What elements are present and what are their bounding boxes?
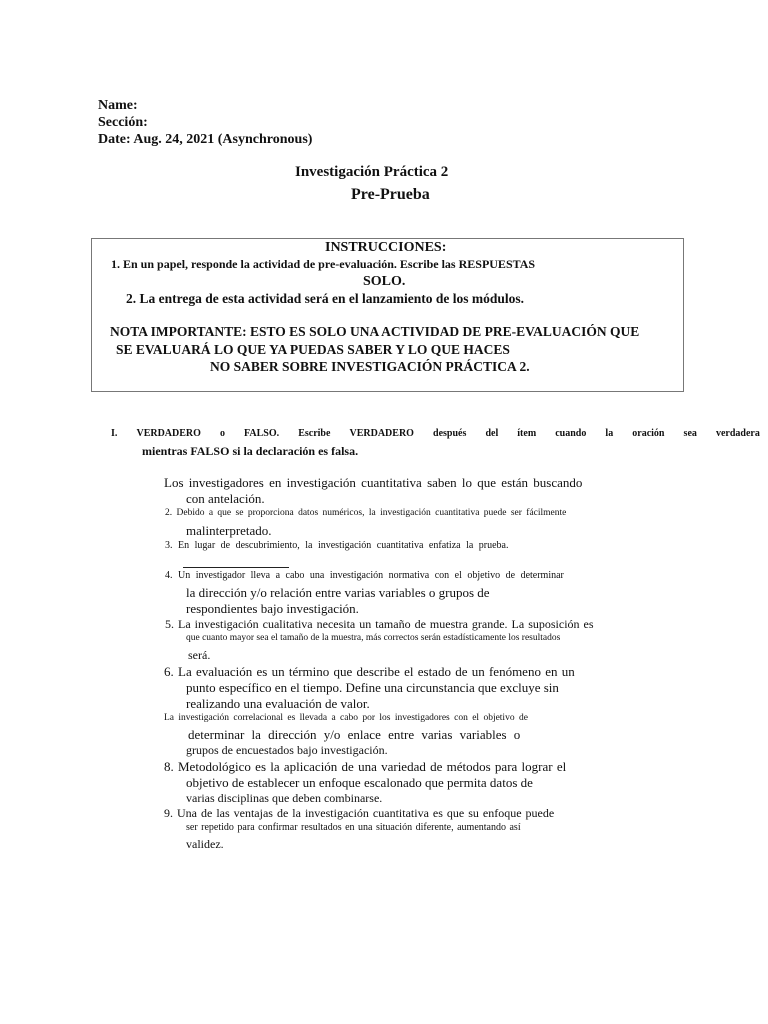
item-2-line-1: 2. Debido a que se proporciona datos numéricos, la investigación cuantitativa puede ser fácilmente <box>165 508 567 518</box>
item-3-line-1: 3. En lugar de descubrimiento, la investigación cuantitativa enfatiza la prueba. <box>165 540 509 551</box>
item-9-line-2: ser repetido para confirmar resultados en una situación diferente, aumentando así <box>186 822 521 833</box>
item-9-line-1: 9. Una de las ventajas de la investigación cuantitativa es que su enfoque puede <box>164 806 555 820</box>
note-line-2: SE EVALUARÁ LO QUE YA PUEDAS SABER Y LO QUE HACES <box>116 342 510 357</box>
name-label: Name: <box>98 98 138 113</box>
item-6-line-2: punto específico en el tiempo. Define una circunstancia que excluye sin <box>186 680 559 695</box>
answer-blank-line <box>183 567 289 568</box>
test-title: Pre-Prueba <box>351 186 430 203</box>
section-label: Sección: <box>98 115 148 130</box>
item-5-line-1: 5. La investigación cualitativa necesita un tamaño de muestra grande. La suposición es <box>165 617 594 631</box>
item-2-line-2: malinterpretado. <box>186 523 272 538</box>
item-7-line-2: determinar la dirección y/o enlace entre varias variables o <box>188 727 521 742</box>
section-heading-line-2: mientras FALSO si la declaración es falsa. <box>142 444 359 458</box>
item-7-line-3: grupos de encuestados bajo investigación. <box>186 743 388 757</box>
course-title: Investigación Práctica 2 <box>295 164 449 180</box>
note-line-1: NOTA IMPORTANTE: ESTO ES SOLO UNA ACTIVIDAD DE PRE-EVALUACIÓN QUE <box>110 324 640 339</box>
instruction-item-1: 1. En un papel, responde la actividad de pre-evaluación. Escribe las RESPUESTAS <box>111 257 536 271</box>
item-6-line-3: realizando una evaluación de valor. <box>186 696 370 711</box>
item-9-line-3: validez. <box>186 837 224 851</box>
instruction-item-2: 2. La entrega de esta actividad será en el lanzamiento de los módulos. <box>126 291 524 306</box>
item-4-line-1: 4. Un investigador lleva a cabo una investigación normativa con el objetivo de determinar <box>165 570 564 581</box>
item-1-line-1: Los investigadores en investigación cuantitativa saben lo que están buscando <box>164 475 583 490</box>
note-line-3: NO SABER SOBRE INVESTIGACIÓN PRÁCTICA 2. <box>210 359 530 374</box>
date-line: Date: Aug. 24, 2021 (Asynchronous) <box>98 132 313 147</box>
section-heading: I. VERDADERO o FALSO. Escribe VERDADERO después del ítem cuando la oración sea verdadera <box>111 428 760 439</box>
item-5-line-3: será. <box>188 648 211 662</box>
item-8-line-2: objetivo de establecer un enfoque escalonado que permita datos de <box>186 775 533 790</box>
instruction-item-1-cont: SOLO. <box>363 274 406 289</box>
item-5-line-2: que cuanto mayor sea el tamaño de la muestra, más correctos serán estadísticamente los resultados <box>186 633 561 643</box>
instructions-heading: INSTRUCCIONES: <box>325 240 447 255</box>
item-7-line-1: La investigación correlacional es llevada a cabo por los investigadores con el objetivo de <box>164 713 528 723</box>
item-1-line-2: con antelación. <box>186 491 265 506</box>
item-4-line-3: respondientes bajo investigación. <box>186 601 359 616</box>
item-4-line-2: la dirección y/o relación entre varias variables o grupos de <box>186 585 490 600</box>
item-8-line-1: 8. Metodológico es la aplicación de una variedad de métodos para lograr el <box>164 759 567 774</box>
item-6-line-1: 6. La evaluación es un término que describe el estado de un fenómeno en un <box>164 664 575 679</box>
item-8-line-3: varias disciplinas que deben combinarse. <box>186 791 383 805</box>
